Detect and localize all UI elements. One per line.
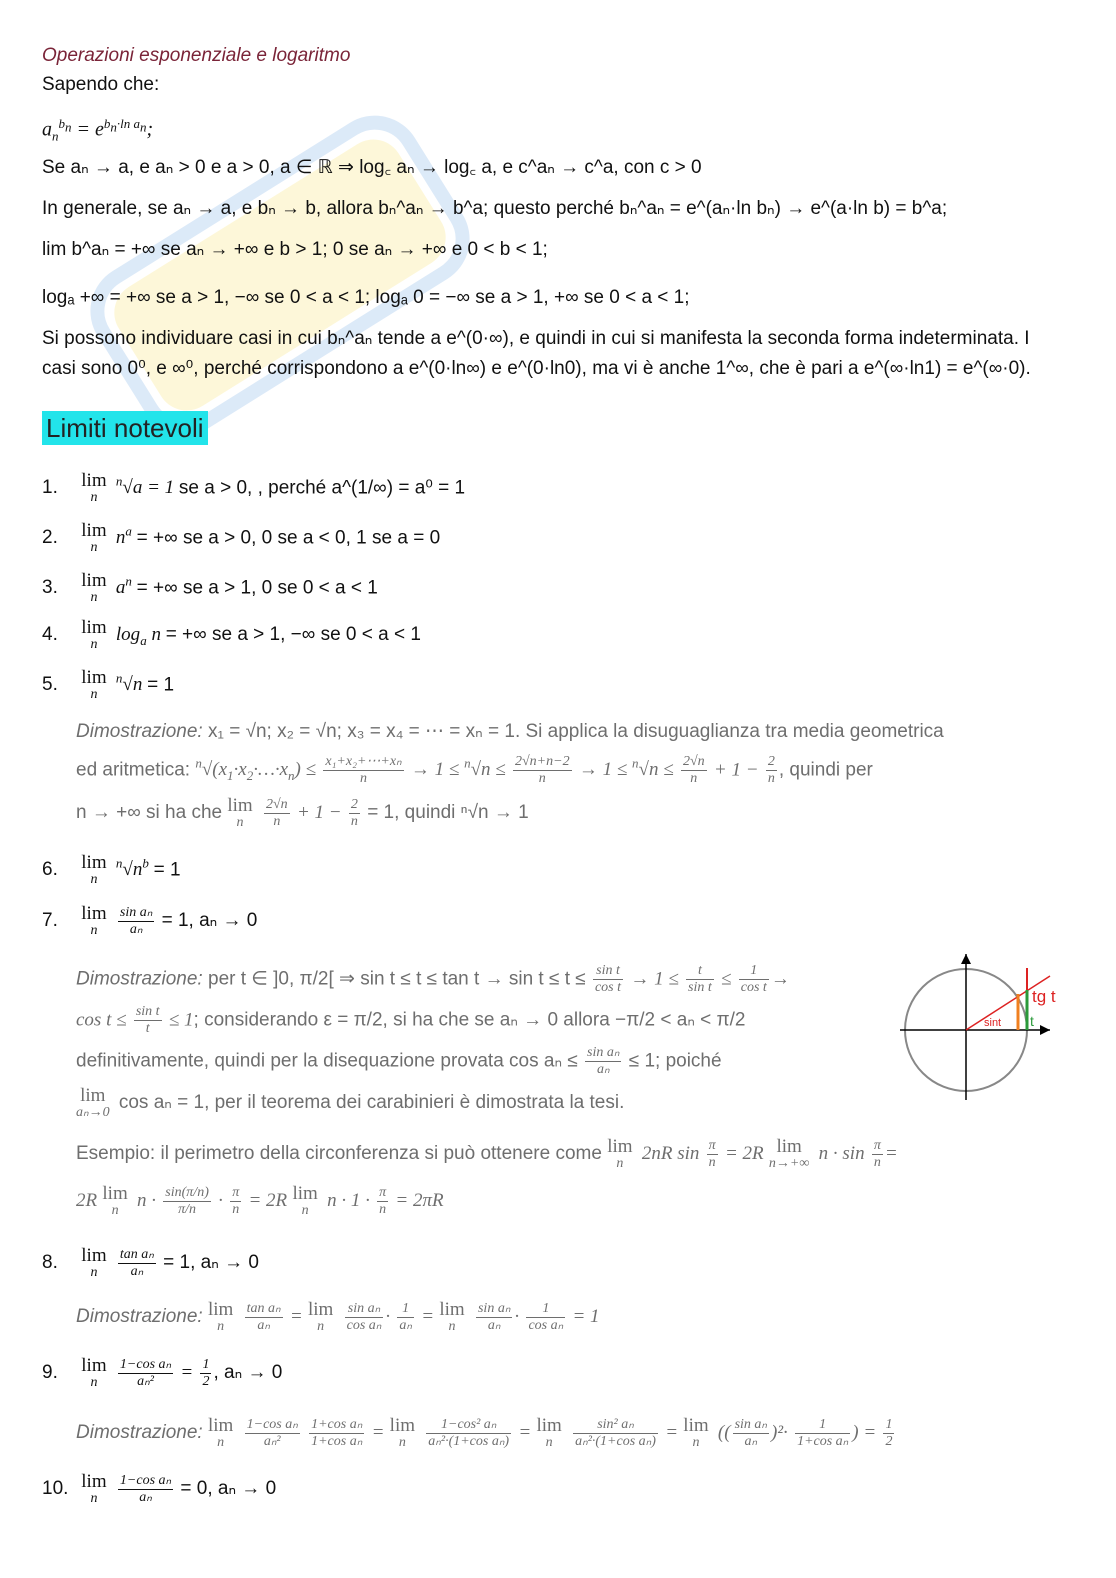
svg-text:tg t: tg t [1032, 987, 1056, 1006]
proof-7-line-2: cos t ≤ $\frac{\text{sin t}}{t}$ ≤ 1; considerando ε = π/2, si ha che se aₙ → 0 allora −π/2 < aₙ < π/2 [76, 1004, 746, 1036]
example-perimeter-line-1: Esempio: il perimetro della circonferenza si può ottenere come lim n 2nR sin $\frac{\pi}{n}$ = 2R lim n→+∞ n · sin $\frac{\pi}{n}$ = [76, 1136, 898, 1171]
example-perimeter-line-2: 2R lim n n · $\frac{\sin(\pi/n)}{\pi/n}$ · $\frac{\pi}{n}$ = 2R lim n n · 1 · $\frac{\pi}{n}$ = 2πR [76, 1183, 444, 1218]
intro-text: Sapendo che: [42, 74, 160, 95]
limit-item-8: 8. lim n $\frac{\text{tan aₙ}}{\text{aₙ}}$ = 1, aₙ → 0 [42, 1245, 259, 1280]
unit-circle-diagram [900, 950, 1070, 1100]
proof-5-line-2: ed aritmetica: $^n√(x_1\cdot x_2\cdot\dots\cdot x_n)$ ≤ $\frac{\text{x₁+x₂+⋯+xₙ}}{n}$ → 1 ≤ $^n$√n ≤ $\frac{2√n+n-2}{n}$ → 1 ≤ $^n$√n ≤ $\frac{2√n}{n}$ + 1 − $\frac{2}{n}$ , quindi per [76, 753, 873, 786]
line-log-a: Se aₙ → a, e aₙ > 0 e a > 0, a ∈ ℝ ⇒ log꜀ aₙ → log꜀ a, e c^aₙ → c^a, con c > 0 [42, 157, 702, 178]
limit-item-3: 3. lim n $a^n$ = +∞ se a > 1, 0 se 0 < a < 1 [42, 570, 378, 606]
proof-7-line-4: lim aₙ→0 cos aₙ = 1, per il teorema dei carabinieri è dimostrata la tesi. [76, 1085, 625, 1120]
formula-exp: $a_n^{b_n} = e^{b_n\cdot ln a_n}$; [42, 116, 154, 144]
heading-limiti-notevoli: Limiti notevoli [42, 411, 208, 445]
limit-item-10: 10. lim n $\frac{\text{1−cos aₙ}}{\text{aₙ}}$ = 0, aₙ → 0 [42, 1471, 277, 1506]
line-log-inf: logₐ +∞ = +∞ se a > 1, −∞ se 0 < a < 1; logₐ 0 = −∞ se a > 1, +∞ se 0 < a < 1; [42, 287, 690, 308]
proof-5-line-3: n → +∞ si ha che lim n $\frac{2√n}{n}$ + 1 − $\frac{2}{n}$ = 1, quindi ⁿ√n → 1 [76, 795, 529, 830]
svg-text:t: t [1030, 1013, 1034, 1029]
para-cases: Si possono individuare casi in cui bₙ^aₙ tende a e^(0·∞), e quindi in cui si manifesta la seconda forma indeterminata. I [42, 328, 1030, 349]
limit-item-9: 9. lim n $\frac{\text{1−cos aₙ}}{\text{aₙ²}}$ = $\frac{1}{2}$ , aₙ → 0 [42, 1355, 283, 1390]
line-general: In generale, se aₙ → a, e bₙ → b, allora bₙ^aₙ → b^a; questo perché bₙ^aₙ = e^(aₙ·ln bₙ) → e^(a·ln b) = b^a; [42, 198, 948, 219]
limit-item-5: 5. lim n $^n$√n = 1 [42, 667, 175, 703]
para-cases-2: casi sono 0⁰, e ∞⁰, perché corrispondono a e^(0·ln∞) e e^(0·ln0), ma vi è anche 1^∞, che è pari a e^(∞·ln1) = e^(∞·0). [42, 358, 1031, 379]
svg-text:sint: sint [984, 1017, 1002, 1029]
limit-item-2: 2. lim n $n^a$ = +∞ se a > 0, 0 se a < 0, 1 se a = 0 [42, 520, 441, 556]
section-title: Operazioni esponenziale e logaritmo [42, 45, 351, 66]
proof-7-line-1: Dimostrazione: per t ∈ ]0, π/2[ ⇒ sin t ≤ t ≤ tan t → sin t ≤ t ≤ $\frac{\text{sin t}}{\text{cos t}}$ → 1 ≤ $\frac{t}{\text{sin t}}$ ≤ $\frac{1}{\text{cos t}}$ → [76, 963, 790, 995]
limit-item-1: 1. lim n $^n$√a = 1 se a > 0, , perché a^(1/∞) = a⁰ = 1 [42, 470, 466, 506]
proof-7-line-3: definitivamente, quindi per la disequazione provata cos aₙ ≤ $\frac{\text{sin aₙ}}{\text{aₙ}}$ ≤ 1; poiché [76, 1045, 722, 1077]
line-lim-b: lim b^aₙ = +∞ se aₙ → +∞ e b > 1; 0 se aₙ → +∞ e 0 < b < 1; [42, 239, 548, 260]
proof-9: Dimostrazione: lim n $\frac{\text{1−cos aₙ}}{\text{aₙ²}}$ $\frac{\text{1+cos aₙ}}{\text{1+cos aₙ}}$ = lim n $\frac{\text{1−cos² aₙ}}{\text{aₙ²·(1+cos aₙ)}}$ = lim n $\frac{\text{sin² aₙ}}{\text{aₙ²·(1+cos aₙ)}}$ = lim n (( $\frac{\text{sin aₙ}}{\text{aₙ}}$ )²· $\frac{1}{\text{1+cos aₙ}}$ ) = $\frac{1}{2}$ [76, 1415, 893, 1450]
proof-8: Dimostrazione: lim n $\frac{\text{tan aₙ}}{\text{aₙ}}$ = lim n $\frac{\text{sin aₙ}}{\text{cos aₙ}}$ · $\frac{1}{\text{aₙ}}$ = lim n $\frac{\text{sin aₙ}}{\text{aₙ}}$ · $\frac{1}{\text{cos aₙ}}$ = 1 [76, 1299, 600, 1334]
limit-item-4: 4. lim n $\log_a n$ = +∞ se a > 1, −∞ se 0 < a < 1 [42, 617, 421, 652]
proof-5-line-1: Dimostrazione: x₁ = √n; x₂ = √n; x₃ = x₄ = ⋯ = xₙ = 1. Si applica la disuguaglianza tra media geometrica [76, 721, 944, 742]
limit-item-6: 6. lim n $^n√n^b = 1$ [42, 852, 181, 888]
limit-item-7: 7. lim n $\frac{\text{sin aₙ}}{\text{aₙ}}$ = 1, aₙ → 0 [42, 903, 258, 938]
